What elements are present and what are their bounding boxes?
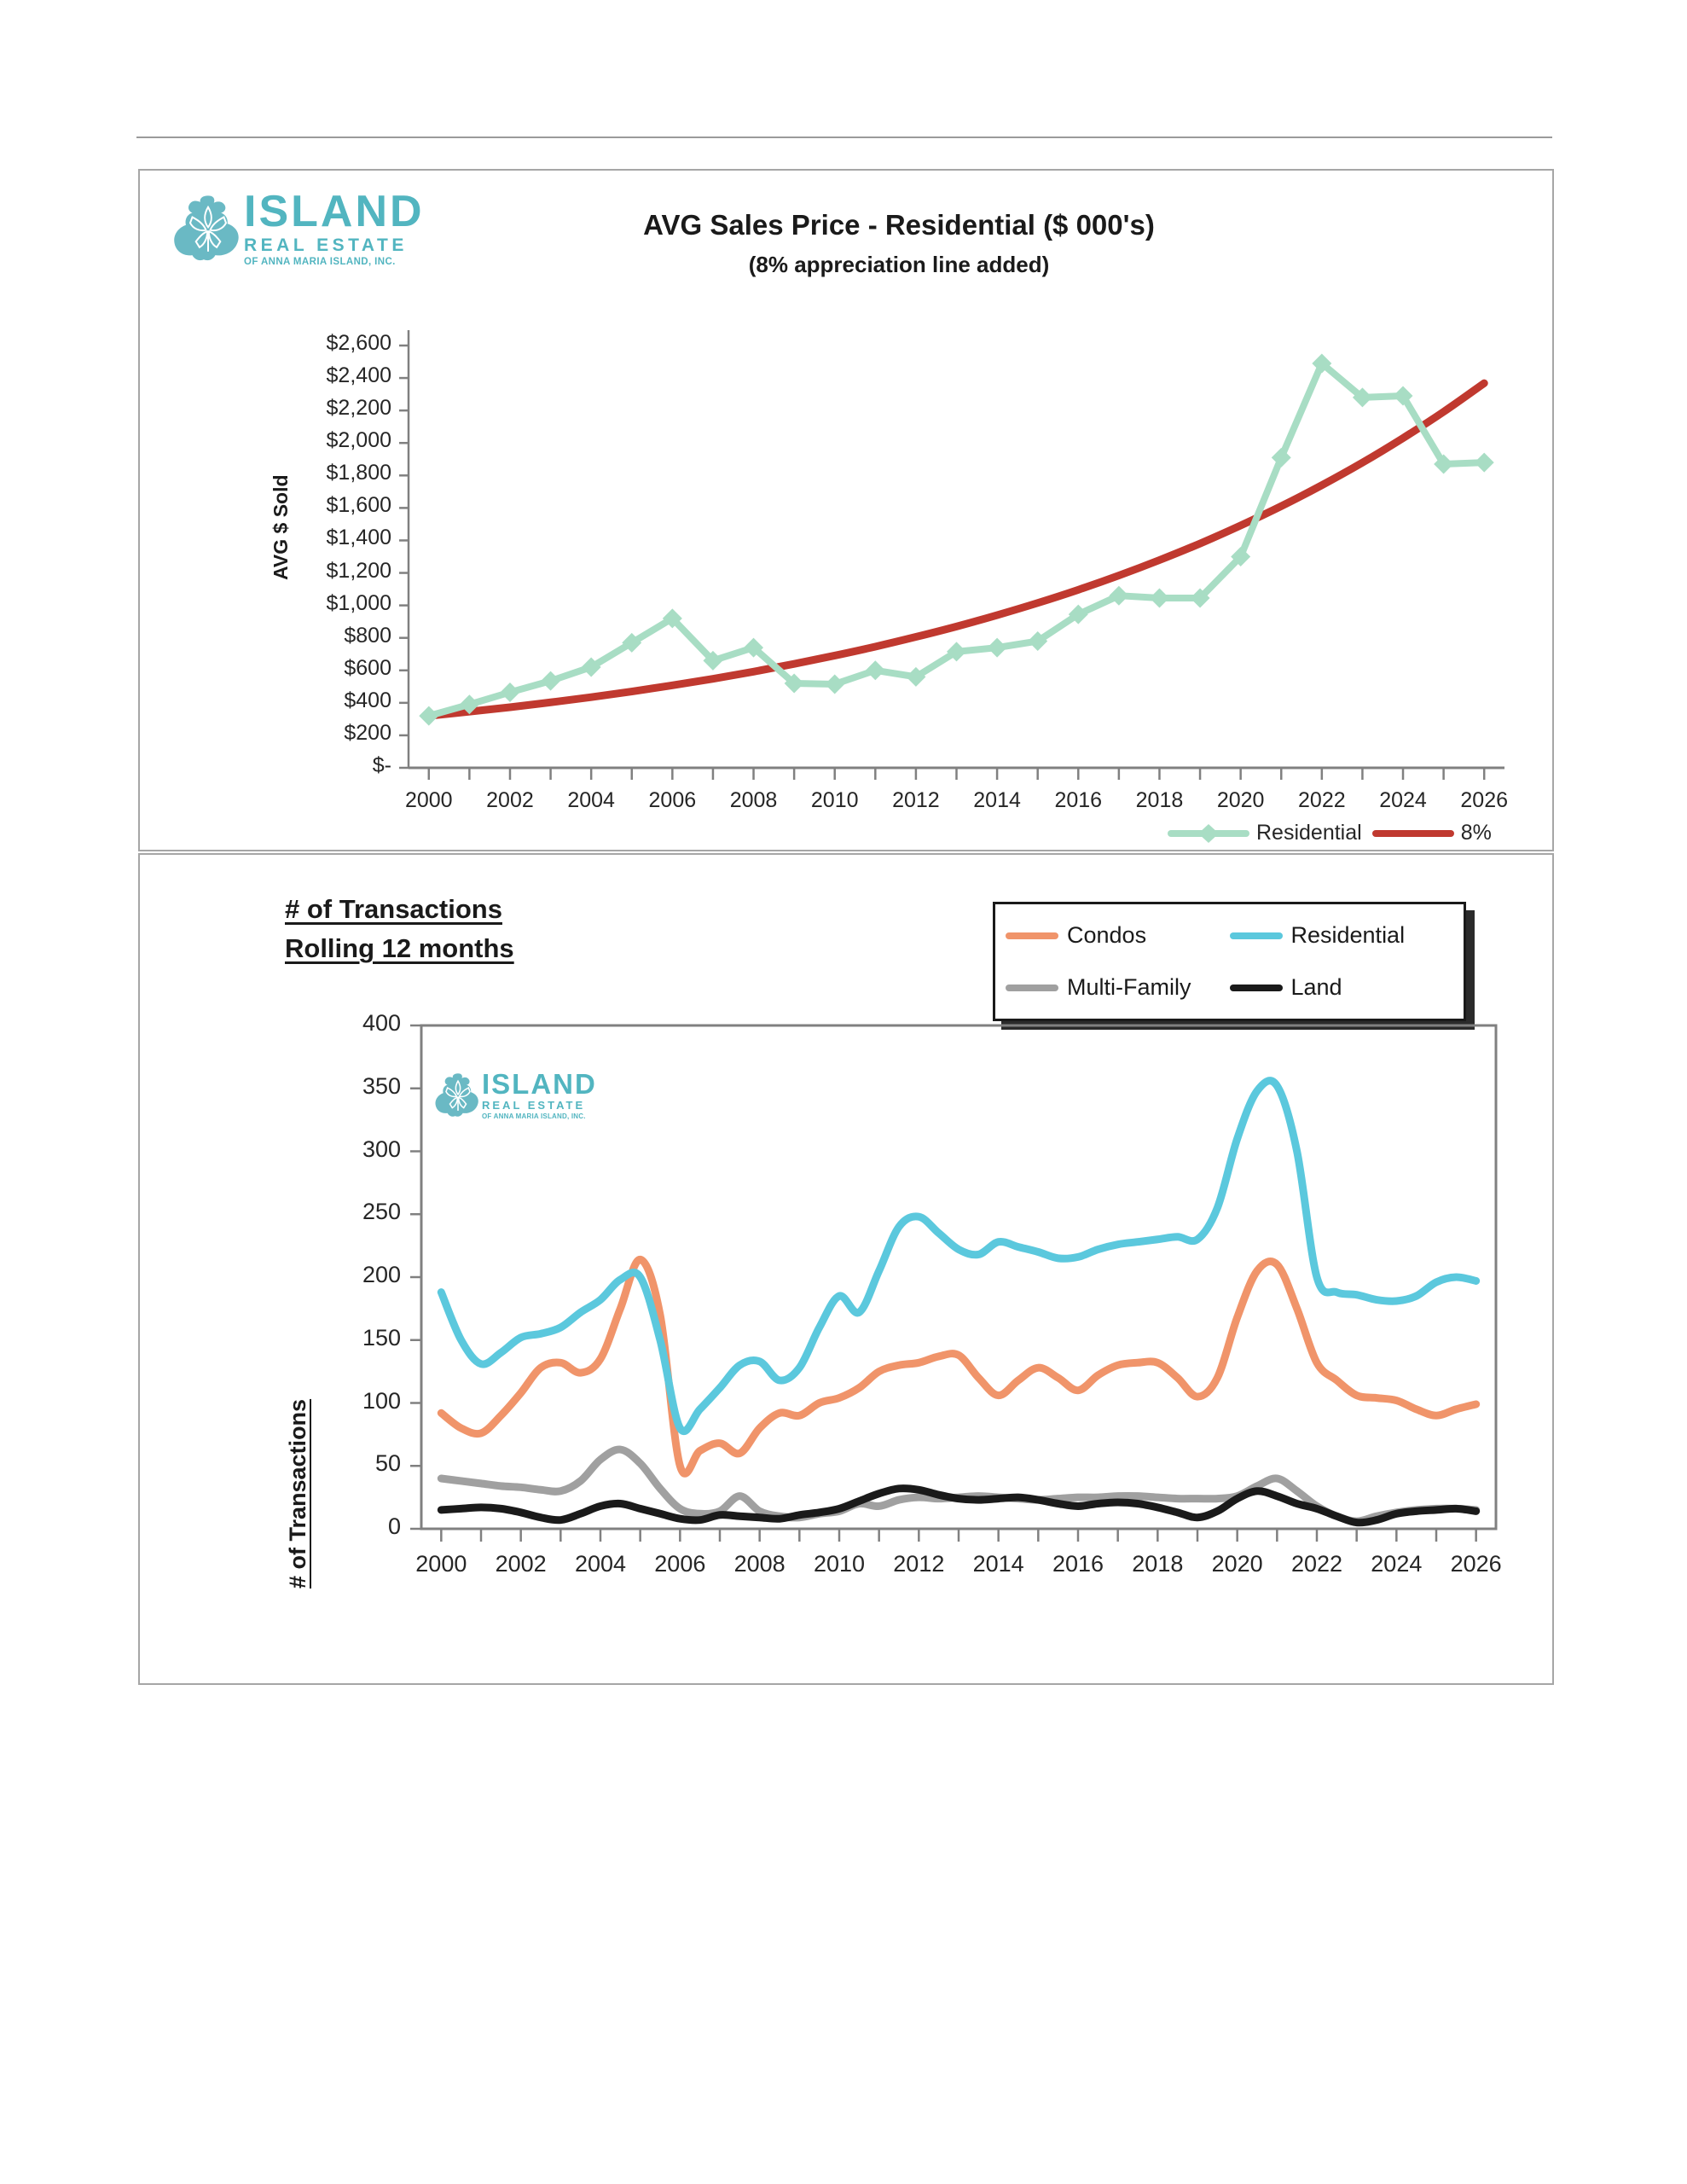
transactions-x-tick: 2018 — [1132, 1551, 1184, 1577]
price-y-tick: $- — [372, 753, 391, 777]
sand-dollar-icon — [434, 1072, 482, 1119]
header-divider — [136, 136, 1552, 138]
price-y-tick: $600 — [344, 655, 391, 680]
legend-label: 8% — [1460, 821, 1492, 845]
price-x-tick: 2022 — [1298, 788, 1346, 812]
price-y-tick: $400 — [344, 688, 391, 712]
price-chart-subtitle: (8% appreciation line added) — [748, 252, 1050, 277]
transactions-y-tick: 300 — [362, 1136, 401, 1162]
price-x-tick: 2000 — [404, 788, 453, 812]
legend-item-eight-percent[interactable] — [1372, 821, 1492, 845]
transactions-x-tick: 2010 — [813, 1551, 866, 1577]
logo-line-island: ISLAND — [244, 187, 425, 236]
logo-line-real-estate: REAL ESTATE — [244, 235, 408, 255]
transactions-x-tick: 2000 — [415, 1551, 467, 1577]
transactions-title: # of Transactions — [285, 894, 502, 924]
price-x-tick: 2012 — [892, 788, 940, 812]
price-x-tick: 2026 — [1460, 788, 1509, 812]
price-x-tick: 2004 — [567, 788, 615, 812]
legend-item-residential[interactable] — [1168, 821, 1362, 845]
price-x-tick: 2018 — [1135, 788, 1184, 812]
transactions-x-tick: 2022 — [1290, 1551, 1343, 1577]
transactions-x-tick: 2026 — [1450, 1551, 1502, 1577]
logo-line-real-estate: REAL ESTATE — [482, 1099, 586, 1112]
transactions-y-tick: 400 — [362, 1010, 401, 1036]
island-real-estate-logo-inset — [434, 1070, 597, 1120]
transactions-y-tick: 150 — [362, 1324, 401, 1350]
price-x-tick: 2024 — [1379, 788, 1427, 812]
legend-label: Residential — [1290, 922, 1406, 948]
transactions-x-tick: 2012 — [893, 1551, 945, 1577]
transactions-x-tick: 2008 — [733, 1551, 786, 1577]
transactions-x-tick: 2020 — [1211, 1551, 1263, 1577]
transactions-x-tick: 2002 — [495, 1551, 547, 1577]
price-y-tick: $1,000 — [326, 590, 391, 615]
transactions-y-tick: 350 — [362, 1072, 401, 1099]
price-y-tick: $1,200 — [326, 558, 391, 583]
price-chart-title: AVG Sales Price - Residential ($ 000's) — [643, 209, 1155, 241]
price-chart-legend — [1168, 821, 1492, 845]
logo-line-island: ISLAND — [482, 1068, 597, 1100]
transactions-x-tick: 2024 — [1371, 1551, 1423, 1577]
transactions-x-tick: 2006 — [654, 1551, 706, 1577]
transactions-y-tick: 50 — [374, 1450, 401, 1477]
legend-label: Land — [1290, 974, 1342, 1000]
price-y-tick: $1,800 — [326, 461, 391, 485]
price-y-tick: $1,400 — [326, 526, 391, 550]
price-x-tick: 2014 — [973, 788, 1021, 812]
transactions-panel — [138, 853, 1554, 1685]
transactions-y-tick: 0 — [387, 1513, 401, 1539]
legend-label: Multi-Family — [1067, 974, 1191, 1000]
legend-swatch-icon — [1372, 822, 1454, 845]
price-x-tick: 2020 — [1216, 788, 1265, 812]
price-chart-plot — [140, 171, 1556, 853]
price-y-tick: $2,000 — [326, 428, 391, 453]
transactions-x-tick: 2016 — [1052, 1551, 1104, 1577]
transactions-y-tick: 250 — [362, 1199, 401, 1225]
price-x-tick: 2002 — [486, 788, 534, 812]
price-y-tick: $2,400 — [326, 363, 391, 388]
price-y-axis-title: AVG $ Sold — [270, 474, 292, 580]
transactions-chart-plot — [140, 855, 1556, 1687]
legend-swatch-icon — [1168, 822, 1249, 845]
price-y-tick: $200 — [344, 720, 391, 745]
price-y-tick: $800 — [344, 623, 391, 648]
transactions-y-axis-title: # of Transactions — [285, 1398, 310, 1589]
logo-line-anna-maria: OF ANNA MARIA ISLAND, INC. — [482, 1112, 586, 1120]
price-x-tick: 2008 — [729, 788, 778, 812]
price-y-tick: $2,600 — [326, 331, 391, 355]
logo-wordmark — [482, 1070, 597, 1120]
logo-line-anna-maria: OF ANNA MARIA ISLAND, INC. — [244, 257, 396, 267]
avg-sales-price-panel — [138, 169, 1554, 851]
price-y-tick: $2,200 — [326, 396, 391, 421]
price-x-tick: 2006 — [648, 788, 697, 812]
price-y-tick: $1,600 — [326, 493, 391, 518]
price-x-tick: 2016 — [1054, 788, 1103, 812]
transactions-y-tick: 200 — [362, 1262, 401, 1287]
transactions-x-tick: 2014 — [972, 1551, 1024, 1577]
transactions-y-tick: 100 — [362, 1387, 401, 1414]
legend-label: Condos — [1067, 922, 1147, 948]
price-x-tick: 2010 — [810, 788, 859, 812]
legend-label: Residential — [1256, 821, 1362, 845]
transactions-x-tick: 2004 — [574, 1551, 627, 1577]
transactions-subtitle: Rolling 12 months — [285, 933, 514, 963]
